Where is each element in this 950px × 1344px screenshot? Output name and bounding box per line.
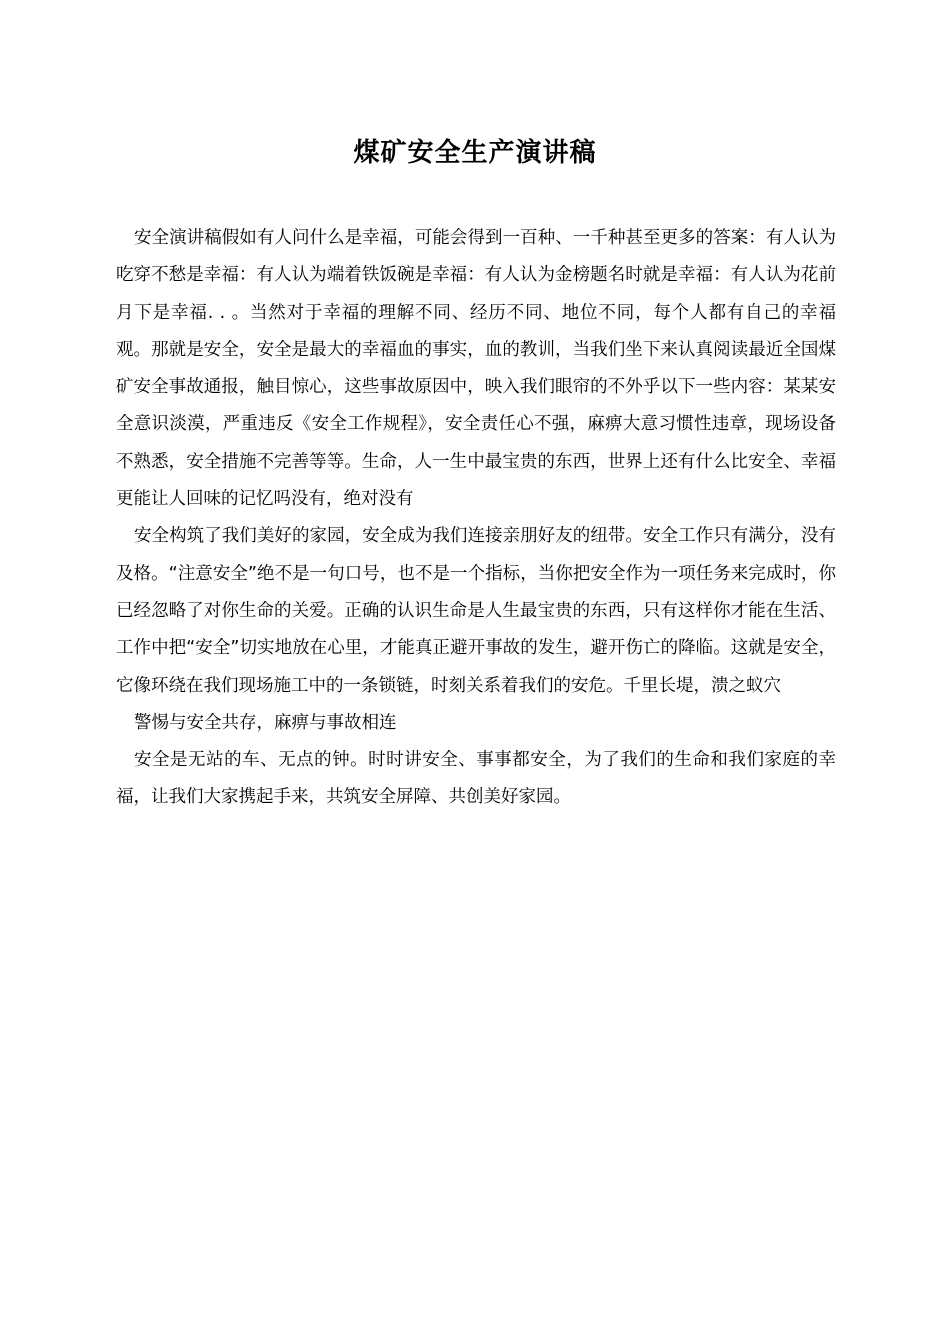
paragraph-2: 安全构筑了我们美好的家园，安全成为我们连接亲朋好友的纽带。安全工作只有满分，没有及格。“注意安全”绝不是一句口号，也不是一个指标，当你把安全作为一项任务来完成时，你已经忽略了对你生命的关爱。正确的认识生命是人生最宝贵的东西，只有这样你才能在生活、工作中把“安全”切实地放在心里，才能真正避开事故的发生，避开伤亡的降临。这就是安全，它像环绕在我们现场施工中的一条锁链，时刻关系着我们的安危。千里长堤，溃之蚁穴 xyxy=(116,526,836,696)
document-title: 煤矿安全生产演讲稿 xyxy=(353,138,597,168)
paragraph-1: 安全演讲稿假如有人问什么是幸福，可能会得到一百种、一千种甚至更多的答案：有人认为吃穿不愁是幸福：有人认为端着铁饭碗是幸福：有人认为金榜题名时就是幸福：有人认为花前月下是幸福. . 。当然对于幸福的理解不同、经历不同、地位不同，每个人都有自己的幸福观。那就是安全，安全是最大的幸福血的事实，血的教训，当我们坐下来认真阅读最近全国煤矿安全事故通报，触目惊心，这些事故原因中，映入我们眼帘的不外乎以下一些内容：某某安全意识淡漠，严重违反《安全工作规程》，安全责任心不强，麻痹大意习惯性违章，现场设备不熟悉，安全措施不完善等等。生命，人一生中最宝贵的东西，世界上还有什么比安全、幸福更能让人回味的记忆吗没有，绝对没有 xyxy=(116,228,836,510)
paragraph-3: 警惕与安全共存，麻痹与事故相连 xyxy=(134,712,397,733)
paragraph-4: 安全是无站的车、无点的钟。时时讲安全、事事都安全，为了我们的生命和我们家庭的幸福，让我们大家携起手来，共筑安全屏障、共创美好家园。 xyxy=(116,750,836,808)
document-body xyxy=(116,220,836,817)
